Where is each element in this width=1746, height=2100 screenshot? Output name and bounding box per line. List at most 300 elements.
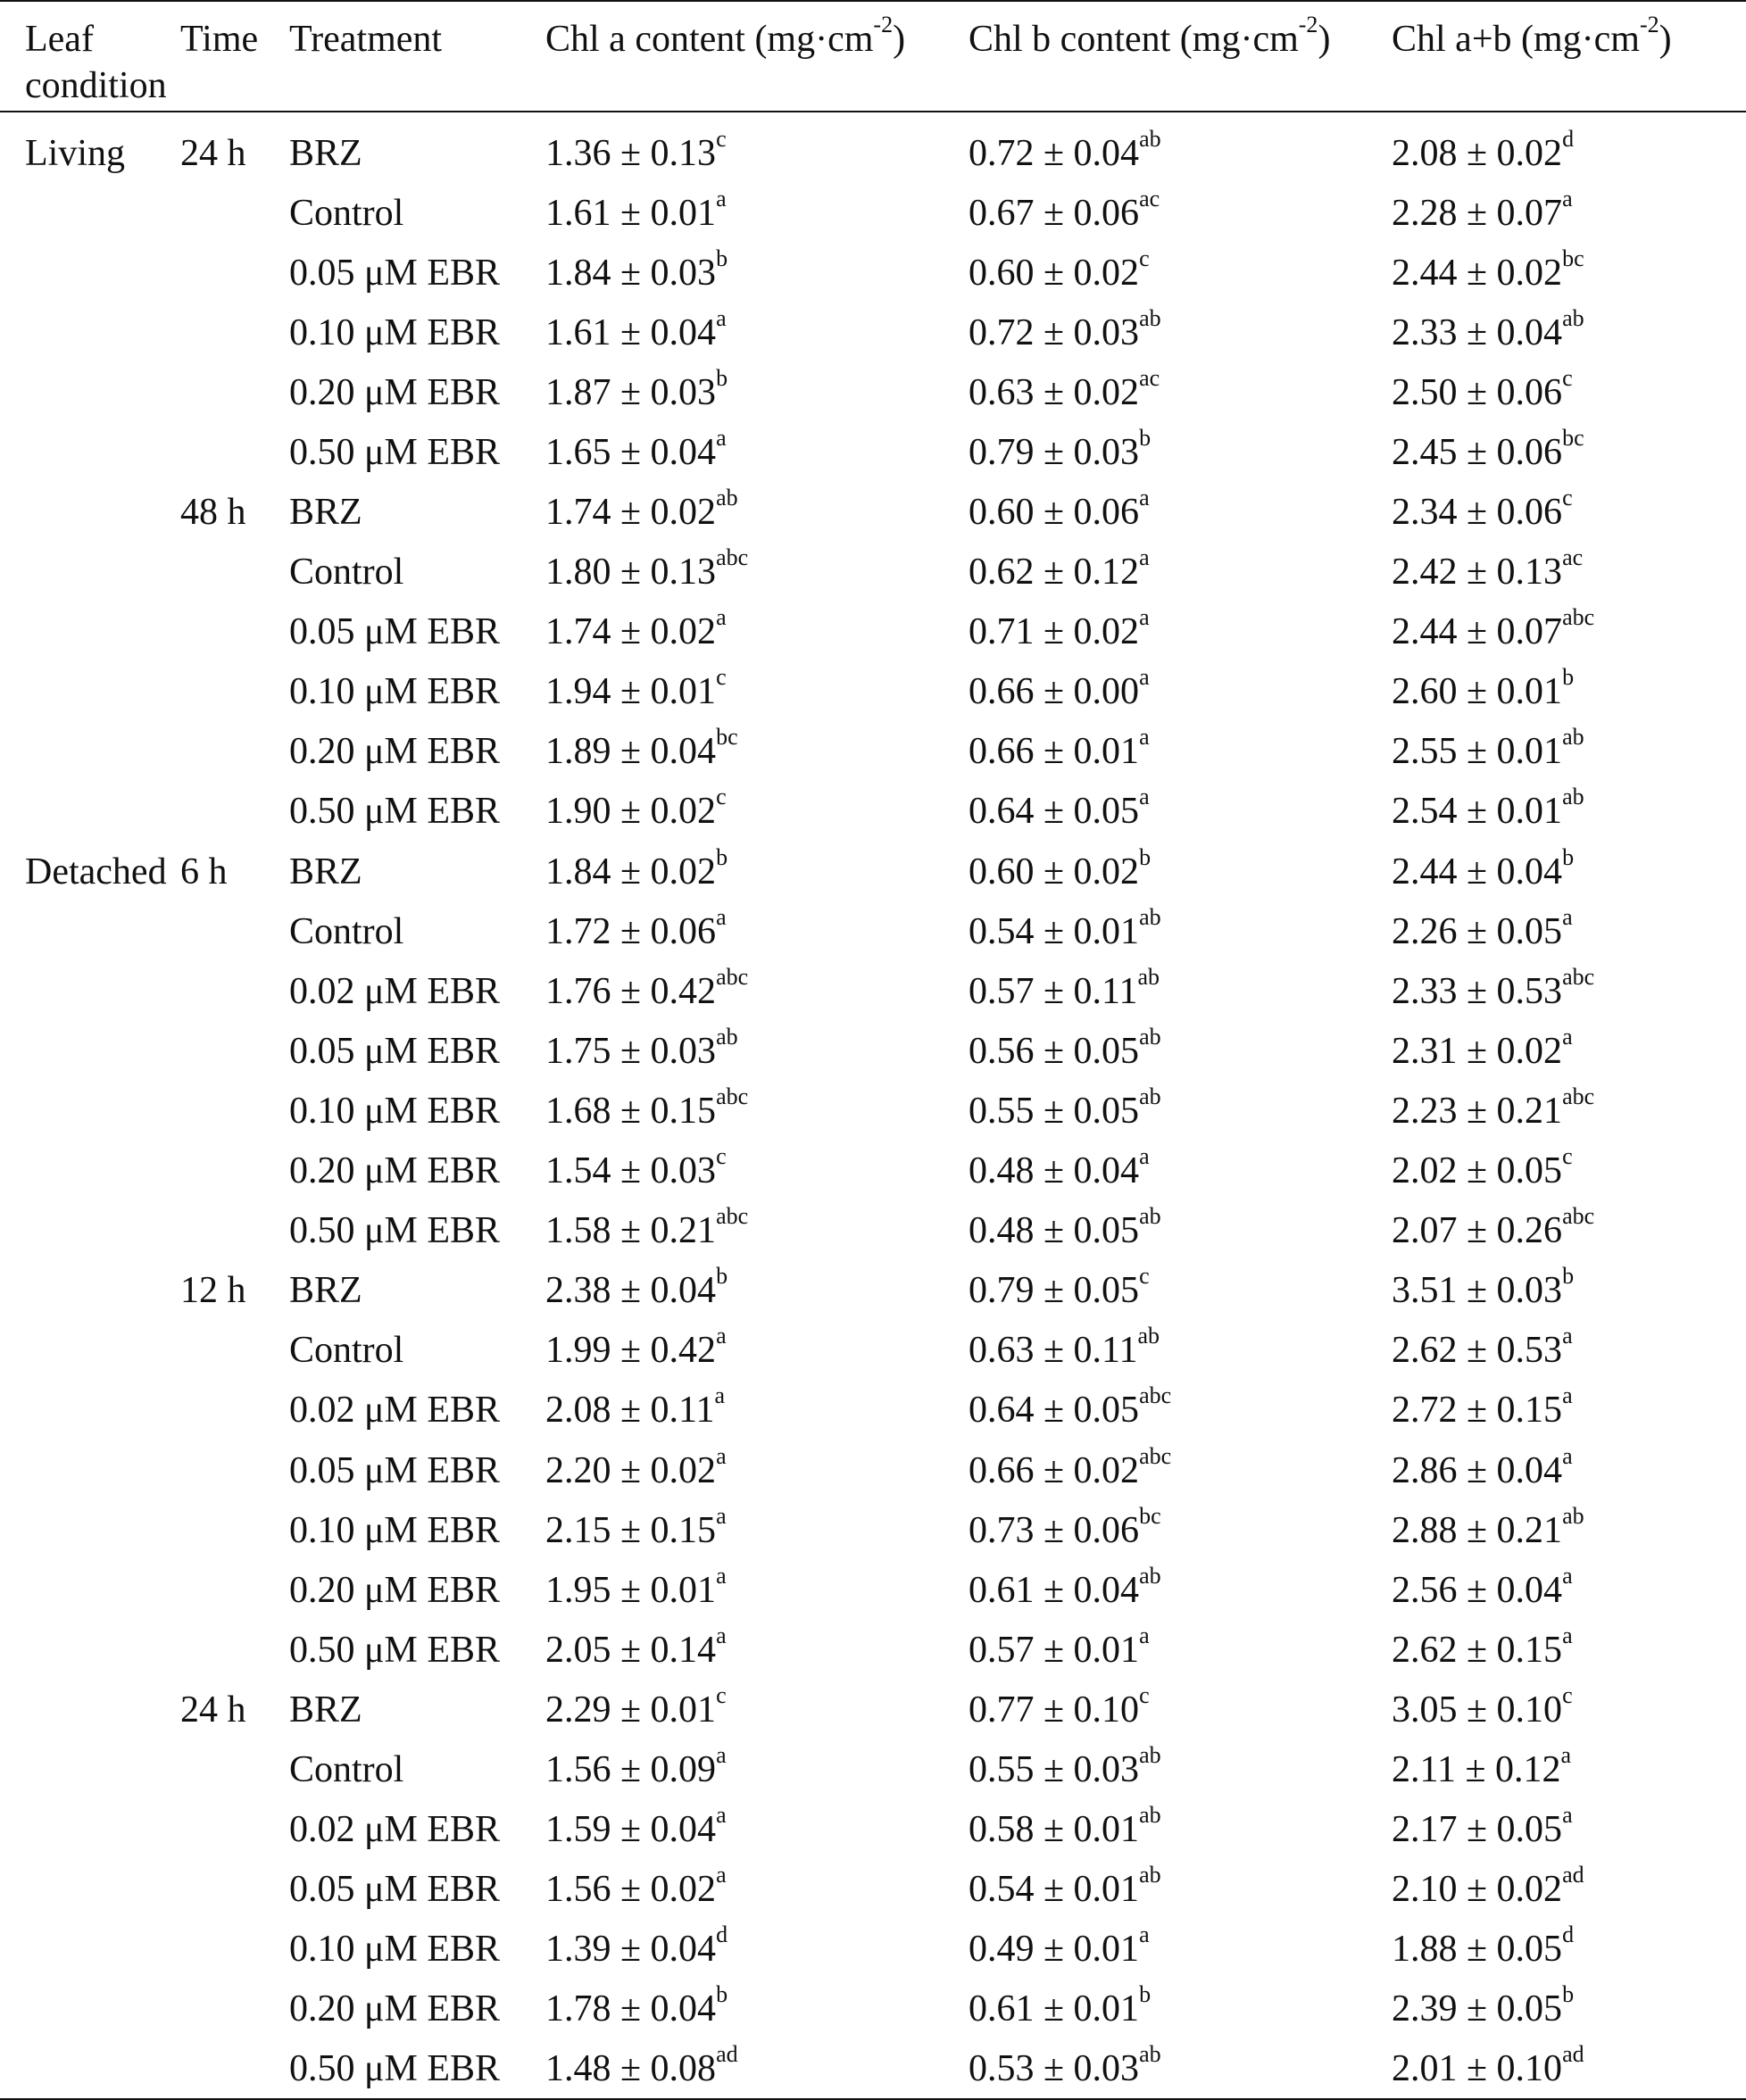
chl-b-significance: a	[1139, 485, 1150, 511]
table-row	[0, 1620, 1746, 1680]
chl-b-value: 0.63 ± 0.11	[969, 1330, 1138, 1372]
cell-treatment: 0.05 μM EBR	[289, 252, 501, 294]
chl-b-value: 0.54 ± 0.01	[969, 1869, 1140, 1911]
chl-b-value: 0.56 ± 0.05	[969, 1030, 1140, 1072]
chl-b-significance: b	[1139, 1981, 1152, 2008]
chl-ab-significance: b	[1562, 843, 1575, 870]
cell-time	[180, 1021, 289, 1081]
cell-time: 24 h	[180, 132, 246, 174]
cell-treatment: 0.50 μM EBR	[289, 1629, 501, 1671]
chl-ab-significance: a	[1562, 1023, 1573, 1050]
table-row	[0, 1440, 1746, 1500]
chl-b-significance: ab	[1139, 1083, 1161, 1109]
header-chl-ab-exponent: -2	[1639, 12, 1659, 37]
cell-chl-ab	[1392, 1560, 1746, 1620]
header-chl-b-exponent: -2	[1298, 12, 1318, 37]
chl-ab-significance: ab	[1562, 304, 1584, 331]
table-row	[0, 183, 1746, 243]
chl-a-value: 1.65 ± 0.04	[545, 431, 717, 473]
header-chl-a-exponent: -2	[873, 12, 894, 37]
chl-b-significance: ab	[1139, 304, 1161, 331]
chl-b-value: 0.67 ± 0.06	[969, 192, 1140, 234]
cell-leaf-condition	[0, 362, 180, 422]
chl-a-significance: ad	[716, 2040, 738, 2067]
cell-chl-a	[545, 722, 969, 782]
cell-chl-ab	[1392, 722, 1746, 782]
chl-b-value: 0.66 ± 0.01	[969, 731, 1140, 773]
cell-leaf-condition: Detached	[25, 851, 167, 892]
chl-b-significance: abc	[1139, 1442, 1172, 1469]
cell-leaf-condition	[0, 1500, 180, 1560]
cell-chl-b	[969, 1321, 1392, 1381]
chl-ab-significance: ad	[1562, 1862, 1584, 1888]
table-row	[0, 482, 1746, 542]
chl-ab-significance: b	[1562, 1263, 1575, 1290]
cell-leaf-condition	[0, 901, 180, 961]
cell-time	[180, 183, 289, 243]
cell-chl-ab	[1392, 1381, 1746, 1440]
cell-leaf-condition	[0, 482, 180, 542]
chl-ab-value: 2.44 ± 0.04	[1392, 851, 1563, 892]
chl-a-significance: a	[716, 1502, 727, 1529]
table-row	[0, 1800, 1746, 1860]
header-chl-a-label: Chl a content (mg·cm	[545, 19, 874, 60]
chl-ab-significance: ab	[1562, 724, 1584, 751]
table-row	[0, 782, 1746, 842]
table-row	[0, 901, 1746, 961]
cell-time	[180, 1141, 289, 1201]
cell-chl-a	[545, 901, 969, 961]
cell-leaf-condition	[0, 1440, 180, 1500]
table-row	[0, 1261, 1746, 1321]
chl-a-value: 1.54 ± 0.03	[545, 1150, 717, 1192]
chl-a-value: 1.74 ± 0.02	[545, 611, 717, 653]
chl-a-significance: c	[716, 784, 727, 810]
chl-ab-value: 2.60 ± 0.01	[1392, 671, 1563, 713]
chl-b-significance: ab	[1139, 1203, 1161, 1230]
chl-a-significance: a	[716, 1562, 727, 1589]
cell-leaf-condition	[0, 1860, 180, 1920]
cell-time	[180, 2039, 289, 2099]
cell-chl-ab	[1392, 1141, 1746, 1201]
cell-time: 48 h	[180, 492, 246, 534]
cell-chl-b	[969, 1560, 1392, 1620]
cell-chl-b	[969, 1440, 1392, 1500]
cell-chl-b	[969, 1021, 1392, 1081]
cell-time	[180, 1560, 289, 1620]
cell-treatment: 0.50 μM EBR	[289, 431, 501, 473]
chl-a-value: 1.99 ± 0.42	[545, 1330, 717, 1372]
chl-b-significance: a	[1139, 784, 1150, 810]
chl-ab-significance: a	[1562, 1622, 1573, 1648]
chl-a-value: 1.68 ± 0.15	[545, 1090, 717, 1132]
cell-chl-a	[545, 1680, 969, 1739]
cell-chl-b	[969, 422, 1392, 482]
cell-chl-b	[969, 901, 1392, 961]
chl-ab-value: 2.34 ± 0.06	[1392, 492, 1563, 534]
cell-chl-a	[545, 1440, 969, 1500]
chl-b-value: 0.72 ± 0.03	[969, 311, 1140, 353]
chl-ab-value: 2.45 ± 0.06	[1392, 431, 1563, 473]
cell-treatment: 0.50 μM EBR	[289, 1210, 501, 1252]
cell-chl-b	[969, 362, 1392, 422]
chl-ab-value: 2.07 ± 0.26	[1392, 1210, 1563, 1252]
chl-ab-value: 2.44 ± 0.02	[1392, 252, 1563, 294]
chl-a-significance: a	[716, 1323, 727, 1349]
cell-time	[180, 362, 289, 422]
cell-chl-b	[969, 1141, 1392, 1201]
cell-treatment: 0.50 μM EBR	[289, 791, 501, 833]
chl-ab-significance: bc	[1562, 424, 1584, 451]
chl-a-significance: a	[716, 1862, 727, 1888]
chl-b-significance: ab	[1139, 1862, 1161, 1888]
cell-chl-b	[969, 482, 1392, 542]
cell-chl-b	[969, 1860, 1392, 1920]
cell-chl-a	[545, 1560, 969, 1620]
cell-leaf-condition	[0, 543, 180, 602]
table-row	[0, 1500, 1746, 1560]
chl-b-value: 0.61 ± 0.01	[969, 1988, 1140, 2030]
chl-b-value: 0.71 ± 0.02	[969, 611, 1140, 653]
chl-a-significance: a	[714, 1382, 726, 1409]
cell-chl-b	[969, 1201, 1392, 1261]
chl-b-significance: a	[1139, 1143, 1150, 1170]
cell-chl-ab	[1392, 1500, 1746, 1560]
cell-treatment: 0.10 μM EBR	[289, 671, 501, 713]
chl-a-significance: b	[716, 1981, 728, 2008]
chl-a-significance: b	[716, 843, 728, 870]
chl-ab-value: 2.11 ± 0.12	[1392, 1748, 1561, 1790]
cell-chl-ab	[1392, 1980, 1746, 2039]
chl-a-value: 1.78 ± 0.04	[545, 1988, 717, 2030]
cell-treatment: 0.02 μM EBR	[289, 970, 501, 1012]
chl-ab-significance: c	[1562, 485, 1573, 511]
chl-b-value: 0.57 ± 0.01	[969, 1629, 1140, 1671]
chl-ab-value: 2.31 ± 0.02	[1392, 1030, 1563, 1072]
cell-treatment: BRZ	[289, 1270, 362, 1312]
chl-ab-value: 2.56 ± 0.04	[1392, 1569, 1563, 1611]
table-row	[0, 543, 1746, 602]
chl-a-value: 1.59 ± 0.04	[545, 1809, 717, 1851]
cell-treatment: 0.20 μM EBR	[289, 371, 501, 413]
cell-time	[180, 602, 289, 662]
table-row	[0, 1321, 1746, 1381]
chl-ab-significance: abc	[1562, 963, 1595, 990]
header-chl-b-close: )	[1318, 19, 1331, 60]
chl-a-value: 1.95 ± 0.01	[545, 1569, 717, 1611]
cell-treatment: BRZ	[289, 1689, 362, 1731]
chl-ab-value: 2.50 ± 0.06	[1392, 371, 1563, 413]
cell-leaf-condition	[0, 422, 180, 482]
cell-treatment: Control	[289, 552, 404, 593]
chl-b-value: 0.61 ± 0.04	[969, 1569, 1140, 1611]
header-leaf-condition: Leaf condition	[0, 1, 180, 112]
chl-a-value: 1.76 ± 0.42	[545, 970, 717, 1012]
chl-b-value: 0.53 ± 0.03	[969, 2047, 1140, 2089]
cell-chl-a	[545, 1500, 969, 1560]
chl-ab-value: 2.33 ± 0.04	[1392, 311, 1563, 353]
table-row	[0, 1141, 1746, 1201]
cell-chl-a	[545, 1920, 969, 1980]
table-row	[0, 362, 1746, 422]
chl-b-significance: ab	[1139, 1562, 1161, 1589]
chl-a-value: 2.38 ± 0.04	[545, 1270, 717, 1312]
cell-chl-a	[545, 482, 969, 542]
cell-chl-b	[969, 183, 1392, 243]
cell-time	[180, 243, 289, 303]
cell-chl-a	[545, 1141, 969, 1201]
chl-b-value: 0.64 ± 0.05	[969, 791, 1140, 833]
cell-chl-a	[545, 961, 969, 1021]
cell-chl-a	[545, 1321, 969, 1381]
cell-chl-b	[969, 1500, 1392, 1560]
cell-leaf-condition	[0, 1201, 180, 1261]
chl-a-significance: a	[716, 903, 727, 930]
cell-chl-b	[969, 1620, 1392, 1680]
table-row	[0, 1560, 1746, 1620]
cell-chl-b	[969, 2039, 1392, 2099]
cell-chl-b	[969, 1381, 1392, 1440]
table-row	[0, 1860, 1746, 1920]
cell-chl-b	[969, 722, 1392, 782]
table-row	[0, 303, 1746, 362]
chl-a-significance: abc	[716, 963, 749, 990]
chl-b-significance: c	[1139, 245, 1150, 271]
cell-chl-a	[545, 1081, 969, 1141]
chl-a-significance: ab	[716, 1023, 738, 1050]
cell-chl-b	[969, 662, 1392, 722]
chl-ab-value: 2.86 ± 0.04	[1392, 1449, 1563, 1491]
cell-time	[180, 782, 289, 842]
cell-leaf-condition	[0, 662, 180, 722]
chl-a-value: 1.84 ± 0.03	[545, 252, 717, 294]
table-row	[0, 1920, 1746, 1980]
cell-chl-a	[545, 183, 969, 243]
chl-a-value: 1.94 ± 0.01	[545, 671, 717, 713]
cell-chl-ab	[1392, 303, 1746, 362]
table-row	[0, 602, 1746, 662]
chl-b-value: 0.72 ± 0.04	[969, 132, 1140, 174]
cell-chl-b	[969, 1739, 1392, 1799]
chl-a-significance: b	[716, 1263, 728, 1290]
chl-b-significance: a	[1139, 724, 1150, 751]
cell-treatment: 0.05 μM EBR	[289, 1449, 501, 1491]
chl-a-value: 2.15 ± 0.15	[545, 1509, 717, 1551]
cell-chl-b	[969, 1920, 1392, 1980]
cell-chl-a	[545, 1739, 969, 1799]
cell-chl-a	[545, 362, 969, 422]
cell-leaf-condition	[0, 1739, 180, 1799]
chl-ab-significance: d	[1562, 1922, 1575, 1948]
cell-chl-ab	[1392, 1620, 1746, 1680]
table-row	[0, 961, 1746, 1021]
cell-chl-a	[545, 543, 969, 602]
chl-b-value: 0.55 ± 0.05	[969, 1090, 1140, 1132]
chl-a-value: 2.20 ± 0.02	[545, 1449, 717, 1491]
chl-a-value: 1.90 ± 0.02	[545, 791, 717, 833]
chl-b-significance: a	[1139, 1622, 1150, 1648]
table-row	[0, 1980, 1746, 2039]
cell-chl-a	[545, 782, 969, 842]
chl-b-value: 0.57 ± 0.11	[969, 970, 1138, 1012]
cell-time	[180, 1381, 289, 1440]
cell-time: 6 h	[180, 851, 228, 892]
chl-ab-value: 2.10 ± 0.02	[1392, 1869, 1563, 1911]
table-row	[0, 1381, 1746, 1440]
chl-a-value: 1.56 ± 0.02	[545, 1869, 717, 1911]
chl-a-value: 1.58 ± 0.21	[545, 1210, 717, 1252]
cell-time	[180, 1920, 289, 1980]
chl-a-significance: a	[716, 604, 727, 631]
chl-ab-value: 2.33 ± 0.53	[1392, 970, 1563, 1012]
table-row	[0, 1021, 1746, 1081]
chl-a-value: 1.56 ± 0.09	[545, 1748, 717, 1790]
cell-chl-ab	[1392, 1081, 1746, 1141]
chl-b-significance: a	[1139, 604, 1150, 631]
header-treatment: Treatment	[289, 1, 545, 112]
cell-leaf-condition: Living	[25, 132, 125, 174]
cell-treatment: Control	[289, 1748, 404, 1790]
cell-time	[180, 1500, 289, 1560]
chl-a-significance: a	[716, 304, 727, 331]
chl-ab-significance: a	[1562, 1562, 1573, 1589]
cell-chl-a	[545, 842, 969, 901]
cell-chl-a	[545, 1201, 969, 1261]
cell-chl-ab	[1392, 662, 1746, 722]
cell-treatment: 0.20 μM EBR	[289, 1569, 501, 1611]
cell-leaf-condition	[0, 1381, 180, 1440]
cell-treatment: BRZ	[289, 851, 362, 892]
chl-b-significance: a	[1139, 1922, 1150, 1948]
cell-leaf-condition	[0, 961, 180, 1021]
chl-ab-significance: ab	[1562, 1502, 1584, 1529]
cell-treatment: 0.05 μM EBR	[289, 1869, 501, 1911]
chl-ab-significance: c	[1562, 1143, 1573, 1170]
cell-chl-ab	[1392, 183, 1746, 243]
header-row	[0, 1, 1746, 112]
chl-ab-significance: bc	[1562, 245, 1584, 271]
chl-b-significance: ab	[1139, 2040, 1161, 2067]
cell-treatment: 0.05 μM EBR	[289, 611, 501, 653]
cell-chl-ab	[1392, 243, 1746, 303]
cell-chl-b	[969, 303, 1392, 362]
chl-ab-value: 2.08 ± 0.02	[1392, 132, 1563, 174]
chl-ab-significance: ac	[1562, 544, 1584, 571]
cell-leaf-condition	[0, 2039, 180, 2099]
chl-ab-significance: a	[1562, 1442, 1573, 1469]
cell-chl-a	[545, 1800, 969, 1860]
cell-chl-a	[545, 662, 969, 722]
cell-chl-ab	[1392, 602, 1746, 662]
cell-chl-a	[545, 1620, 969, 1680]
cell-leaf-condition	[0, 303, 180, 362]
chl-a-significance: a	[716, 424, 727, 451]
chl-a-significance: abc	[716, 1203, 749, 1230]
cell-chl-ab	[1392, 1440, 1746, 1500]
chl-b-significance: abc	[1139, 1382, 1172, 1409]
table-row	[0, 1739, 1746, 1799]
cell-leaf-condition	[0, 1560, 180, 1620]
chl-ab-significance: a	[1562, 903, 1573, 930]
cell-leaf-condition	[0, 1980, 180, 2039]
table-row	[0, 243, 1746, 303]
cell-leaf-condition	[0, 183, 180, 243]
chl-a-value: 2.29 ± 0.01	[545, 1689, 717, 1731]
chl-ab-value: 1.88 ± 0.05	[1392, 1929, 1563, 1971]
chl-b-significance: ac	[1139, 185, 1160, 212]
header-chl-ab-close: )	[1659, 19, 1672, 60]
cell-chl-b	[969, 1081, 1392, 1141]
cell-treatment: 0.05 μM EBR	[289, 1030, 501, 1072]
table-row	[0, 112, 1746, 183]
chl-a-significance: d	[716, 1922, 728, 1948]
cell-chl-a	[545, 243, 969, 303]
cell-time	[180, 662, 289, 722]
chl-a-value: 1.72 ± 0.06	[545, 910, 717, 952]
cell-chl-b	[969, 543, 1392, 602]
cell-chl-ab	[1392, 482, 1746, 542]
chl-b-value: 0.48 ± 0.04	[969, 1150, 1140, 1192]
chl-ab-value: 2.01 ± 0.10	[1392, 2047, 1563, 2089]
cell-chl-a	[545, 1860, 969, 1920]
cell-leaf-condition	[0, 1920, 180, 1980]
cell-leaf-condition	[0, 243, 180, 303]
cell-chl-ab	[1392, 422, 1746, 482]
chl-a-significance: c	[716, 1681, 727, 1708]
chl-b-value: 0.48 ± 0.05	[969, 1210, 1140, 1252]
chl-a-value: 1.61 ± 0.04	[545, 311, 717, 353]
chl-a-significance: c	[716, 1143, 727, 1170]
chl-ab-value: 2.39 ± 0.05	[1392, 1988, 1563, 2030]
cell-chl-ab	[1392, 362, 1746, 422]
cell-chl-b	[969, 602, 1392, 662]
chl-a-value: 1.84 ± 0.02	[545, 851, 717, 892]
chl-b-significance: b	[1139, 424, 1152, 451]
chl-a-value: 1.87 ± 0.03	[545, 371, 717, 413]
chl-ab-significance: abc	[1562, 604, 1595, 631]
chl-a-significance: c	[716, 664, 727, 691]
cell-chl-b	[969, 1800, 1392, 1860]
chl-ab-value: 2.28 ± 0.07	[1392, 192, 1563, 234]
chl-ab-significance: d	[1562, 125, 1575, 152]
cell-leaf-condition	[0, 782, 180, 842]
chl-ab-value: 2.26 ± 0.05	[1392, 910, 1563, 952]
cell-leaf-condition	[0, 1021, 180, 1081]
chl-a-value: 1.61 ± 0.01	[545, 192, 717, 234]
chl-ab-value: 2.17 ± 0.05	[1392, 1809, 1563, 1851]
chl-b-value: 0.55 ± 0.03	[969, 1748, 1140, 1790]
chl-a-significance: abc	[716, 544, 749, 571]
chl-ab-value: 2.44 ± 0.07	[1392, 611, 1563, 653]
chl-ab-value: 2.62 ± 0.15	[1392, 1629, 1563, 1671]
cell-leaf-condition	[0, 1620, 180, 1680]
cell-time	[180, 1980, 289, 2039]
chl-ab-significance: ad	[1562, 2040, 1584, 2067]
chl-b-value: 0.64 ± 0.05	[969, 1390, 1140, 1432]
chl-a-value: 1.36 ± 0.13	[545, 132, 717, 174]
cell-chl-ab	[1392, 1201, 1746, 1261]
table-row	[0, 2039, 1746, 2099]
cell-chl-a	[545, 602, 969, 662]
chl-a-value: 1.80 ± 0.13	[545, 552, 717, 593]
chl-ab-value: 3.51 ± 0.03	[1392, 1270, 1563, 1312]
cell-time: 12 h	[180, 1270, 246, 1312]
cell-leaf-condition	[0, 1800, 180, 1860]
chl-b-value: 0.60 ± 0.02	[969, 252, 1140, 294]
chl-ab-significance: abc	[1562, 1203, 1595, 1230]
cell-leaf-condition	[0, 1321, 180, 1381]
header-time: Time	[180, 1, 289, 112]
